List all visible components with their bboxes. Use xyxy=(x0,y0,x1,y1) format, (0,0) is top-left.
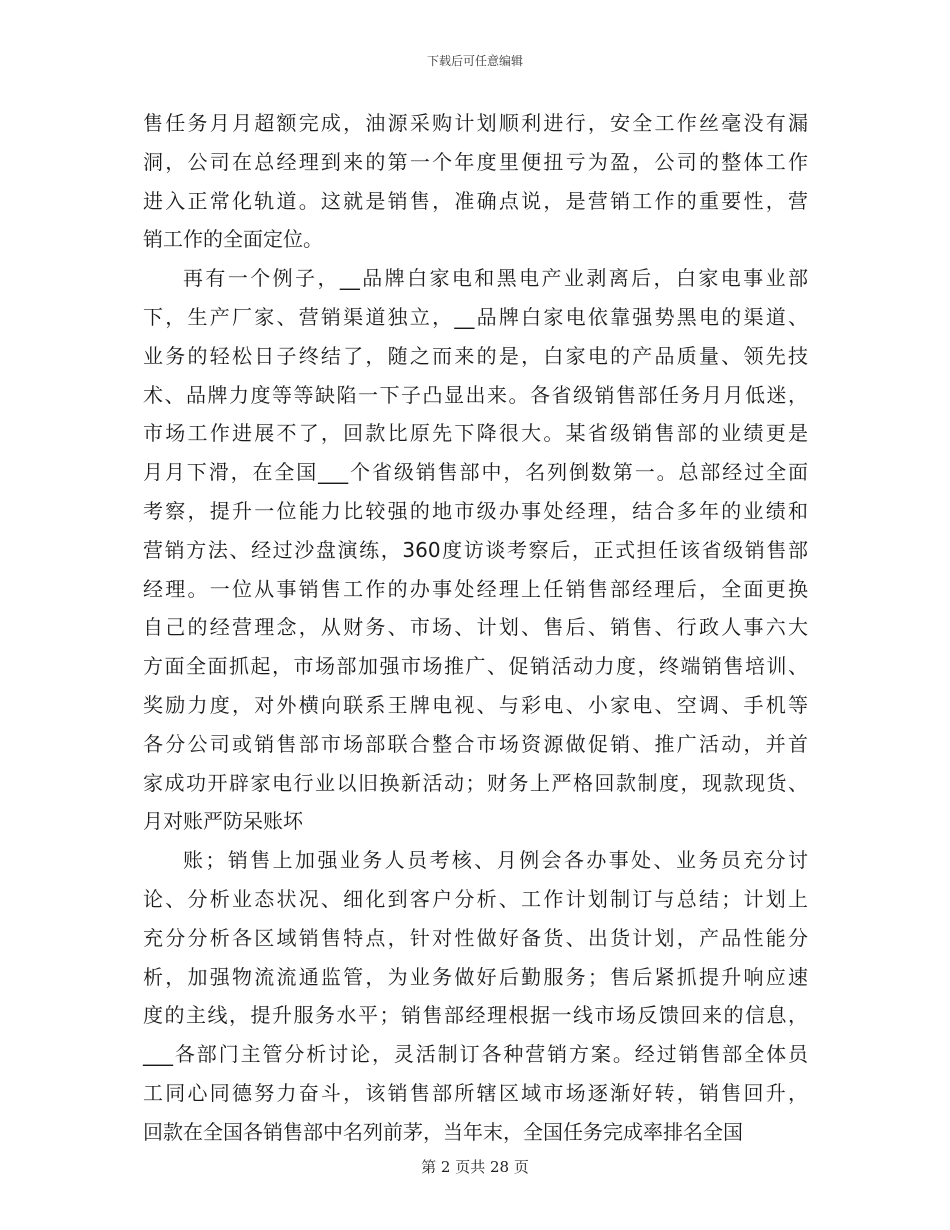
text-line: 再有一个例子，__品牌白家电和黑电产业剥离后，白家电事业部 xyxy=(183,266,808,291)
text-line: 售任务月月超额完成，油源采购计划顺利进行，安全工作丝毫没有漏 xyxy=(143,111,808,135)
text-line: 进入正常化轨道。这就是销售，准确点说，是营销工作的重要性，营 xyxy=(143,188,808,213)
text-line: 析，加强物流流通监管，为业务做好后勤服务；售后紧抓提升响应速 xyxy=(143,964,808,989)
text-line: 销工作的全面定位。 xyxy=(143,227,323,252)
text-line: 方面全面抓起，市场部加强市场推广、促销活动力度，终端销售培训、 xyxy=(143,654,808,679)
text-line: 度的主线，提升服务水平；销售部经理根据一线市场反馈回来的信息， xyxy=(143,1003,808,1028)
text-line: 术、品牌力度等等缺陷一下子凸显出来。各省级销售部任务月月低迷， xyxy=(143,382,808,407)
body-text xyxy=(143,104,808,1152)
text-line: 市场工作进展不了，回款比原先下降很大。某省级销售部的业绩更是 xyxy=(143,421,808,446)
text-line: 回款在全国各销售部中名列前茅，当年末，全国任务完成率排名全国 xyxy=(143,1119,743,1144)
text-line: 月月下滑，在全国___个省级销售部中，名列倒数第一。总部经过全面 xyxy=(143,460,808,485)
text-line: 充分分析各区域销售特点，针对性做好备货、出货计划，产品性能分 xyxy=(143,925,808,950)
text-line: 下，生产厂家、营销渠道独立，__品牌白家电依靠强势黑电的渠道、 xyxy=(143,304,808,329)
page-footer: 第 2 页共 28 页 xyxy=(421,1158,529,1176)
page-header: 下载后可任意编辑 xyxy=(426,54,523,68)
text-line: 洞，公司在总经理到来的第一个年度里便扭亏为盈，公司的整体工作 xyxy=(143,149,808,174)
text-line: 奖励力度，对外横向联系王牌电视、与彩电、小家电、空调、手机等 xyxy=(143,692,808,717)
text-line: 论、分析业态状况、细化到客户分析、工作计划制订与总结；计划上 xyxy=(143,886,808,911)
text-line: 账；销售上加强业务人员考核、月例会各办事处、业务员充分讨 xyxy=(183,848,808,873)
text-line: 工同心同德努力奋斗，该销售部所辖区域市场逐渐好转，销售回升， xyxy=(143,1080,808,1105)
paragraph xyxy=(143,841,808,1151)
text-line: 家成功开辟家电行业以旧换新活动；财务上严格回款制度，现款现货、 xyxy=(143,770,808,795)
text-line: 营销方法、经过沙盘演练，360度访谈考察后，正式担任该省级销售部 xyxy=(143,537,808,562)
paragraph xyxy=(143,104,808,259)
text-line: 月对账严防呆账坏 xyxy=(143,809,303,834)
text-line: 考察，提升一位能力比较强的地市级办事处经理，结合多年的业绩和 xyxy=(143,498,808,523)
text-line: 业务的轻松日子终结了，随之而来的是，白家电的产品质量、领先技 xyxy=(143,343,808,368)
text-line: 各分公司或销售部市场部联合整合市场资源做促销、推广活动，并首 xyxy=(143,731,808,756)
paragraph xyxy=(143,259,808,841)
text-line: 经理。一位从事销售工作的办事处经理上任销售部经理后，全面更换 xyxy=(143,576,808,601)
text-line: ___各部门主管分析讨论，灵活制订各种营销方案。经过销售部全体员 xyxy=(143,1042,808,1067)
text-line: 自己的经营理念，从财务、市场、计划、售后、销售、行政人事六大 xyxy=(143,615,808,640)
